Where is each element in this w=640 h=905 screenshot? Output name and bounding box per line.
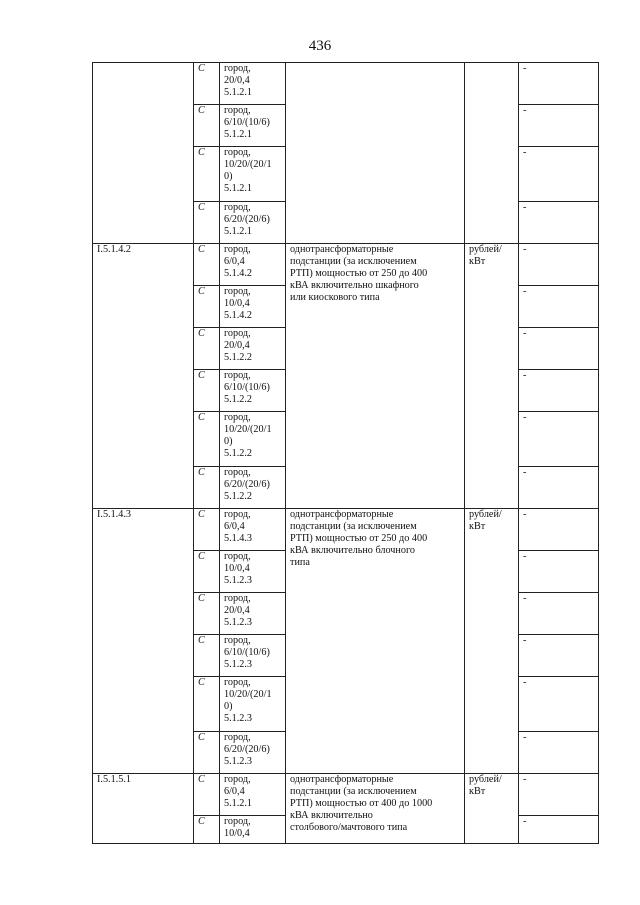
table-row [93, 774, 599, 816]
description-cell: однотрансформаторные подстанции (за исключением РТП) мощностью от 250 до 400 кВА включительно блочного типа [286, 509, 465, 774]
category-letter: C [194, 509, 220, 551]
value-cell: - [519, 147, 599, 202]
category-cell: город, 20/0,4 5.1.2.3 [220, 593, 286, 635]
value-cell: - [519, 732, 599, 774]
table-row [93, 509, 599, 551]
category-cell: город, 10/20/(20/1 0) 5.1.2.2 [220, 412, 286, 467]
category-letter: C [194, 328, 220, 370]
value-cell: - [519, 593, 599, 635]
value-cell: - [519, 202, 599, 244]
category-letter: C [194, 816, 220, 844]
value-cell: - [519, 105, 599, 147]
value-cell: - [519, 816, 599, 844]
category-letter: C [194, 635, 220, 677]
category-cell: город, 6/0,4 5.1.2.1 [220, 774, 286, 816]
category-letter: C [194, 286, 220, 328]
row-code: I.5.1.4.2 [93, 244, 194, 509]
description-cell: однотрансформаторные подстанции (за исключением РТП) мощностью от 250 до 400 кВА включительно шкафного или киоскового типа [286, 244, 465, 509]
category-letter: C [194, 593, 220, 635]
category-letter: C [194, 147, 220, 202]
value-cell: - [519, 370, 599, 412]
value-cell: - [519, 467, 599, 509]
category-letter: C [194, 677, 220, 732]
category-letter: C [194, 202, 220, 244]
category-cell: город, 6/10/(10/6) 5.1.2.1 [220, 105, 286, 147]
table-row [93, 244, 599, 286]
category-letter: C [194, 467, 220, 509]
description-cell: однотрансформаторные подстанции (за исключением РТП) мощностью от 400 до 1000 кВА включительно столбового/мачтового типа [286, 774, 465, 844]
category-cell: город, 6/0,4 5.1.4.3 [220, 509, 286, 551]
category-cell: город, 6/20/(20/6) 5.1.2.1 [220, 202, 286, 244]
category-letter: C [194, 370, 220, 412]
unit-cell [465, 63, 519, 244]
value-cell: - [519, 509, 599, 551]
row-code: I.5.1.4.3 [93, 509, 194, 774]
category-cell: город, 10/20/(20/1 0) 5.1.2.3 [220, 677, 286, 732]
row-code [93, 63, 194, 244]
category-cell: город, 20/0,4 5.1.2.1 [220, 63, 286, 105]
category-letter: C [194, 105, 220, 147]
category-cell: город, 6/20/(20/6) 5.1.2.3 [220, 732, 286, 774]
category-cell: город, 10/0,4 5.1.4.2 [220, 286, 286, 328]
value-cell: - [519, 63, 599, 105]
category-cell: город, 10/0,4 5.1.2.3 [220, 551, 286, 593]
unit-cell: рублей/ кВт [465, 774, 519, 844]
value-cell: - [519, 412, 599, 467]
row-code: I.5.1.5.1 [93, 774, 194, 844]
category-letter: C [194, 63, 220, 105]
category-letter: C [194, 412, 220, 467]
category-cell: город, 6/0,4 5.1.4.2 [220, 244, 286, 286]
category-letter: C [194, 551, 220, 593]
category-letter: C [194, 244, 220, 286]
value-cell: - [519, 677, 599, 732]
category-letter: C [194, 774, 220, 816]
unit-cell: рублей/ кВт [465, 509, 519, 774]
tariff-table [92, 62, 599, 844]
description-cell [286, 63, 465, 244]
category-cell: город, 6/10/(10/6) 5.1.2.3 [220, 635, 286, 677]
value-cell: - [519, 244, 599, 286]
unit-cell: рублей/ кВт [465, 244, 519, 509]
category-cell: город, 20/0,4 5.1.2.2 [220, 328, 286, 370]
value-cell: - [519, 328, 599, 370]
category-cell: город, 10/20/(20/1 0) 5.1.2.1 [220, 147, 286, 202]
category-cell: город, 6/20/(20/6) 5.1.2.2 [220, 467, 286, 509]
table-row [93, 63, 599, 105]
page-number: 436 [308, 38, 332, 54]
value-cell: - [519, 774, 599, 816]
category-cell: город, 6/10/(10/6) 5.1.2.2 [220, 370, 286, 412]
category-letter: C [194, 732, 220, 774]
value-cell: - [519, 635, 599, 677]
value-cell: - [519, 551, 599, 593]
value-cell: - [519, 286, 599, 328]
category-cell: город, 10/0,4 [220, 816, 286, 844]
